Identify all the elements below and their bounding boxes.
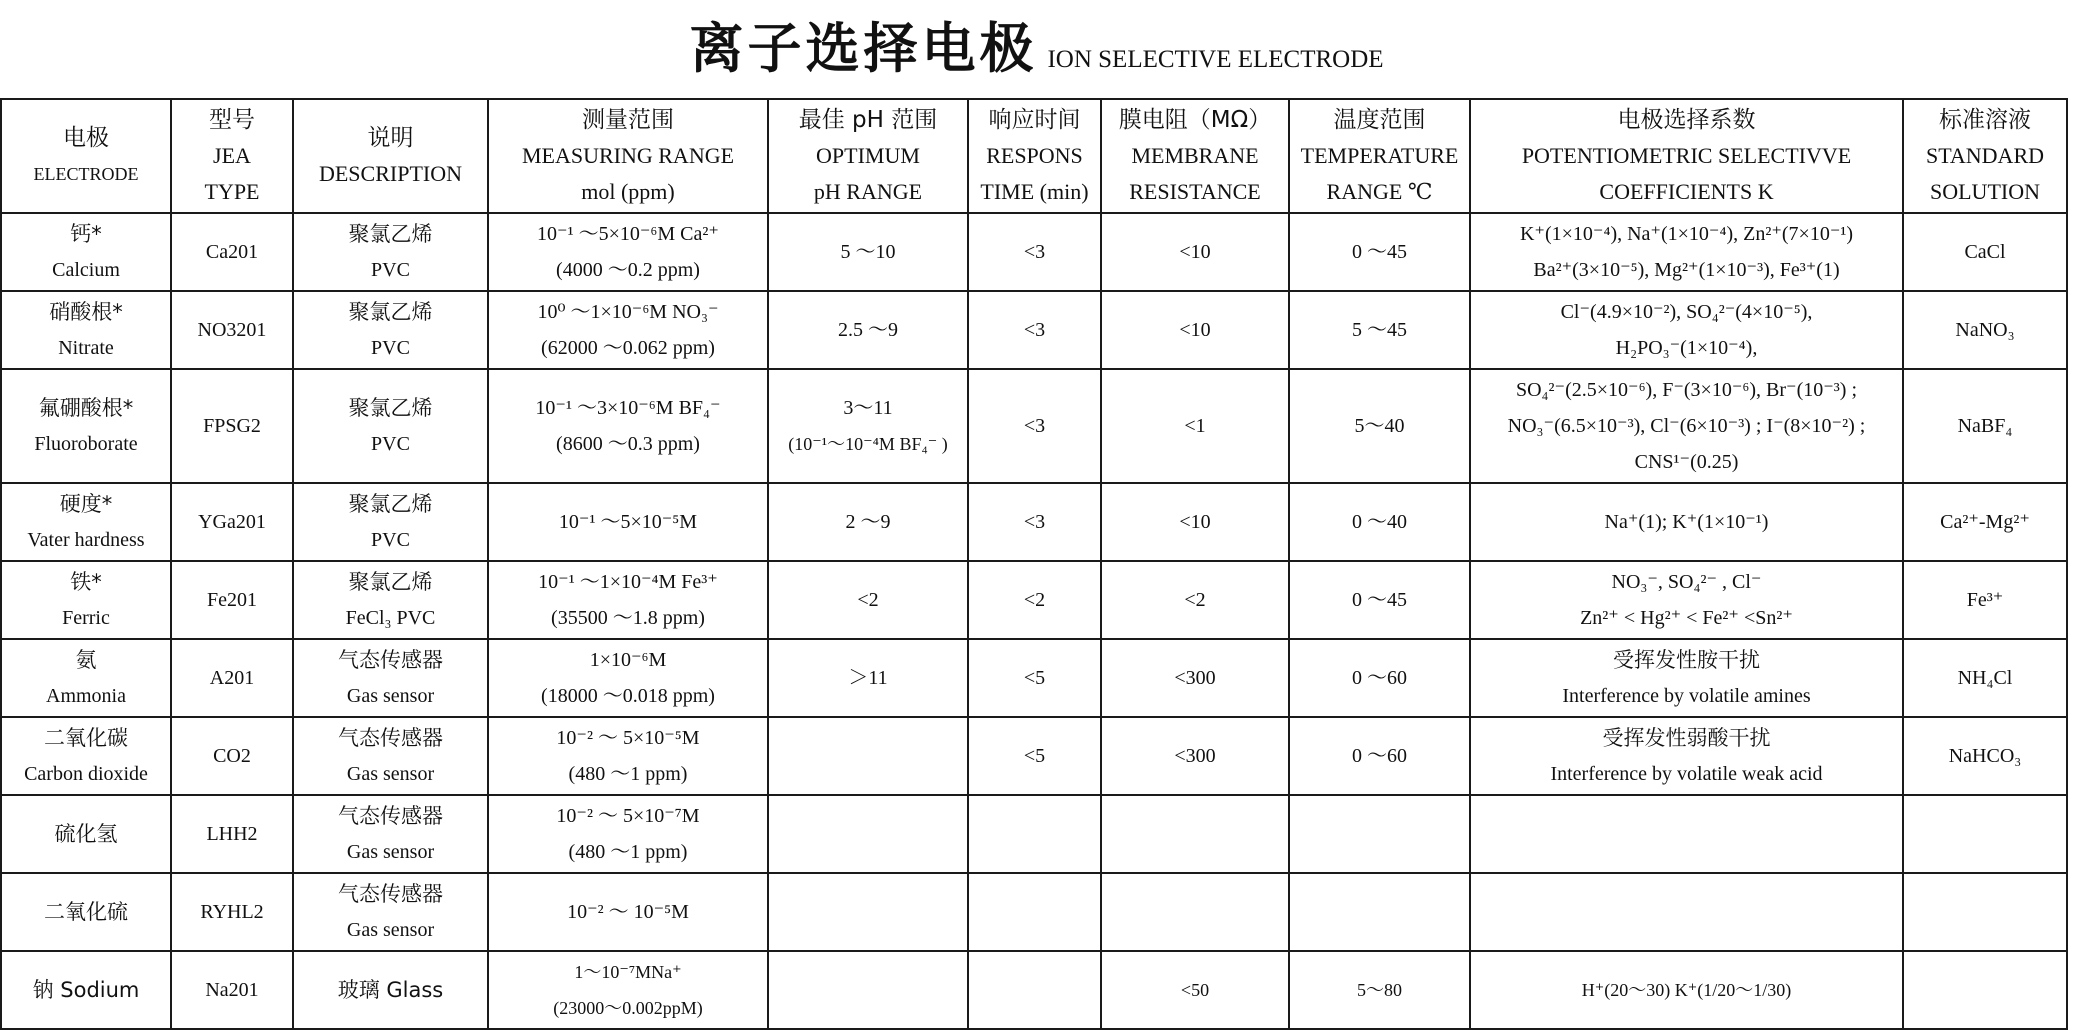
cell-text: Carbon dioxide (24, 763, 148, 785)
header-text: POTENTIOMETRIC SELECTIVVE (1521, 143, 1852, 168)
cell-text: PVC (371, 433, 410, 455)
cell-text: 聚氯乙烯 (348, 222, 433, 246)
cell-text: 硝酸根* (49, 300, 123, 324)
cell-text: FPSG2 (203, 415, 261, 437)
cell-text: 受挥发性弱酸干扰 (1602, 726, 1771, 750)
header-text: 测量范围 (582, 107, 674, 133)
cell-text: 气态传感器 (338, 726, 443, 750)
cell-time (968, 873, 1101, 951)
table-row (1, 873, 2067, 951)
cell-text: 0 ～45 (1352, 241, 1407, 263)
cell-text: Interference by volatile amines (1562, 685, 1811, 707)
cell-type (171, 951, 293, 1029)
title-english: ION SELECTIVE ELECTRODE (1047, 46, 1384, 73)
table-row (1, 795, 2067, 873)
cell-time (968, 213, 1101, 291)
cell-description (293, 213, 488, 291)
cell-text: H⁺(20～30) K⁺(1/20～1/30) (1581, 980, 1792, 1000)
header-text: 说明 (367, 125, 414, 151)
cell-text: (480 ～1 ppm) (568, 763, 688, 785)
table-row (1, 369, 2067, 483)
cell-text: 硬度* (59, 492, 113, 516)
header-standard-solution (1903, 99, 2067, 213)
header-text: MEASURING RANGE (521, 143, 735, 168)
cell-coefficients (1470, 561, 1903, 639)
cell-text: 钠 Sodium (32, 977, 140, 1002)
cell-text: 气态传感器 (338, 804, 443, 828)
cell-text: 2.5 ～9 (838, 319, 898, 341)
cell-text: Fe201 (207, 589, 257, 611)
cell-text: <300 (1174, 745, 1216, 767)
cell-text: 铁* (70, 570, 102, 594)
cell-text: (18000 ～0.018 ppm) (541, 685, 715, 707)
cell-text: <2 (857, 589, 879, 611)
header-text: ELECTRODE (33, 164, 139, 184)
header-ph-range (768, 99, 968, 213)
cell-description (293, 561, 488, 639)
cell-text: <50 (1180, 980, 1210, 1000)
cell-text: <3 (1023, 241, 1046, 263)
cell-text: (23000～0.002ppM) (553, 998, 703, 1018)
cell-range (488, 873, 768, 951)
cell-ph (768, 951, 968, 1029)
cell-text: Gas sensor (346, 763, 435, 785)
header-text: OPTIMUM (816, 143, 920, 168)
cell-text: <3 (1023, 415, 1046, 437)
cell-temperature (1289, 369, 1470, 483)
cell-text: (8600 ～0.3 ppm) (556, 433, 700, 455)
cell-solution (1903, 483, 2067, 561)
cell-text: 1～10⁻⁷MNa⁺ (574, 962, 682, 982)
table-row (1, 213, 2067, 291)
cell-temperature (1289, 639, 1470, 717)
cell-text: 10⁻¹ ～1×10⁻⁴M Fe³⁺ (538, 571, 718, 593)
cell-description (293, 795, 488, 873)
cell-temperature (1289, 795, 1470, 873)
cell-resistance (1101, 873, 1289, 951)
header-text: TEMPERATURE (1300, 143, 1459, 168)
cell-text: <10 (1179, 241, 1211, 263)
cell-time (968, 795, 1101, 873)
cell-solution (1903, 369, 2067, 483)
header-text: mol (ppm) (581, 179, 675, 204)
cell-type (171, 717, 293, 795)
cell-ph (768, 369, 968, 483)
cell-text: 钙* (70, 222, 102, 246)
cell-text: 1×10⁻⁶M (589, 649, 667, 671)
cell-text: 0 ～45 (1352, 589, 1407, 611)
cell-text: 玻璃 Glass (337, 977, 444, 1002)
cell-text: Gas sensor (346, 685, 435, 707)
cell-text: Ammonia (46, 685, 126, 707)
header-electrode (1, 99, 171, 213)
cell-solution (1903, 717, 2067, 795)
cell-text: PVC (371, 529, 410, 551)
cell-text: 10⁻² ～ 5×10⁻⁷M (556, 805, 700, 827)
cell-text: <2 (1184, 589, 1206, 611)
cell-text: (4000 ～0.2 ppm) (556, 259, 700, 281)
header-response-time (968, 99, 1101, 213)
cell-text: 2 ～9 (845, 511, 891, 533)
header-text: 温度范围 (1333, 107, 1426, 133)
cell-text: Nitrate (58, 337, 114, 359)
cell-ph (768, 639, 968, 717)
cell-text: <2 (1023, 589, 1046, 611)
cell-text: RYHL2 (200, 901, 264, 923)
cell-text: 10⁻² ～ 10⁻⁵M (567, 901, 689, 923)
cell-text: H₂PO₃⁻(1×10⁻⁴), (1615, 337, 1758, 359)
cell-solution (1903, 291, 2067, 369)
cell-text: Fe³⁺ (1966, 589, 2004, 611)
cell-text: NO₃⁻(6.5×10⁻³), Cl⁻(6×10⁻³) ; I⁻(8×10⁻²) ; (1507, 415, 1866, 437)
cell-text: 气态传感器 (338, 648, 443, 672)
cell-text: 聚氯乙烯 (348, 570, 433, 594)
header-description (293, 99, 488, 213)
cell-range (488, 369, 768, 483)
cell-ph (768, 291, 968, 369)
cell-electrode (1, 951, 171, 1029)
cell-description (293, 369, 488, 483)
header-membrane-resistance (1101, 99, 1289, 213)
cell-text: NaBF₄ (1957, 415, 2013, 437)
cell-ph (768, 561, 968, 639)
cell-text: <5 (1023, 667, 1046, 689)
cell-text: NO3201 (197, 319, 267, 341)
cell-text: (62000 ～0.062 ppm) (541, 337, 715, 359)
cell-text: <300 (1174, 667, 1216, 689)
cell-text: Vater hardness (27, 529, 145, 551)
cell-coefficients (1470, 873, 1903, 951)
cell-text: 气态传感器 (338, 882, 443, 906)
cell-type (171, 369, 293, 483)
cell-text: Na201 (205, 979, 259, 1001)
cell-text: CaCl (1964, 241, 2006, 263)
cell-time (968, 717, 1101, 795)
cell-coefficients (1470, 291, 1903, 369)
cell-coefficients (1470, 951, 1903, 1029)
cell-type (171, 561, 293, 639)
cell-electrode (1, 213, 171, 291)
header-text: pH RANGE (813, 179, 923, 204)
cell-description (293, 639, 488, 717)
cell-text: 10⁰ ～1×10⁻⁶M NO₃⁻ (537, 301, 719, 323)
cell-text: 聚氯乙烯 (348, 300, 433, 324)
cell-text: <10 (1179, 319, 1211, 341)
cell-resistance (1101, 213, 1289, 291)
cell-type (171, 639, 293, 717)
cell-electrode (1, 369, 171, 483)
cell-resistance (1101, 483, 1289, 561)
cell-electrode (1, 795, 171, 873)
cell-text: CNS¹⁻(0.25) (1634, 451, 1739, 473)
cell-electrode (1, 717, 171, 795)
cell-temperature (1289, 951, 1470, 1029)
header-temperature-range (1289, 99, 1470, 213)
cell-description (293, 291, 488, 369)
cell-resistance (1101, 639, 1289, 717)
cell-electrode (1, 561, 171, 639)
cell-solution (1903, 951, 2067, 1029)
cell-time (968, 483, 1101, 561)
cell-description (293, 951, 488, 1029)
cell-temperature (1289, 873, 1470, 951)
cell-text: 5 ～10 (840, 241, 896, 263)
cell-text: PVC (371, 259, 410, 281)
table-row (1, 951, 2067, 1029)
cell-text: YGa201 (198, 511, 266, 533)
cell-text: SO₄²⁻(2.5×10⁻⁶), F⁻(3×10⁻⁶), Br⁻(10⁻³) ; (1515, 379, 1857, 401)
table-row (1, 561, 2067, 639)
header-text: COEFFICIENTS K (1599, 179, 1774, 204)
cell-temperature (1289, 561, 1470, 639)
cell-text: (35500 ～1.8 ppm) (551, 607, 705, 629)
cell-type (171, 291, 293, 369)
cell-coefficients (1470, 717, 1903, 795)
header-type (171, 99, 293, 213)
cell-time (968, 639, 1101, 717)
cell-time (968, 291, 1101, 369)
cell-range (488, 639, 768, 717)
cell-range (488, 291, 768, 369)
cell-temperature (1289, 213, 1470, 291)
cell-text: 氨 (75, 648, 97, 672)
cell-type (171, 795, 293, 873)
cell-resistance (1101, 795, 1289, 873)
cell-text: 硫化氢 (54, 821, 118, 846)
cell-text: Fluoroborate (34, 433, 138, 455)
cell-electrode (1, 291, 171, 369)
cell-text: (10⁻¹～10⁻⁴M BF₄⁻ ) (788, 434, 948, 454)
cell-text: Calcium (52, 259, 120, 281)
cell-coefficients (1470, 483, 1903, 561)
cell-type (171, 483, 293, 561)
cell-ph (768, 483, 968, 561)
cell-text: Ba²⁺(3×10⁻⁵), Mg²⁺(1×10⁻³), Fe³⁺(1) (1533, 259, 1840, 281)
cell-temperature (1289, 291, 1470, 369)
cell-resistance (1101, 561, 1289, 639)
cell-text: ＞11 (848, 667, 888, 689)
header-text: DESCRIPTION (318, 161, 462, 186)
cell-solution (1903, 213, 2067, 291)
header-text: 标准溶液 (1939, 107, 2031, 133)
cell-electrode (1, 873, 171, 951)
cell-text: 0 ～60 (1352, 667, 1407, 689)
cell-electrode (1, 483, 171, 561)
header-text: MEMBRANE (1131, 143, 1259, 168)
cell-text: <1 (1184, 415, 1206, 437)
cell-range (488, 483, 768, 561)
header-row (1, 99, 2067, 213)
cell-text: Ca²⁺-Mg²⁺ (1940, 511, 2030, 533)
cell-text: (480 ～1 ppm) (568, 841, 688, 863)
header-text: 型号 (209, 107, 255, 133)
header-text: 最佳 pH 范围 (798, 107, 938, 133)
cell-temperature (1289, 483, 1470, 561)
cell-text: 二氧化碳 (44, 726, 128, 750)
table-row (1, 639, 2067, 717)
cell-type (171, 873, 293, 951)
cell-ph (768, 795, 968, 873)
header-text: 电极 (63, 125, 109, 151)
cell-text: 5～40 (1354, 415, 1405, 437)
cell-text: A201 (209, 667, 255, 689)
header-text: RANGE ℃ (1326, 179, 1433, 204)
cell-text: 5～80 (1357, 980, 1402, 1000)
header-text: RESISTANCE (1129, 179, 1261, 204)
title-chinese: 离子选择电极 (689, 16, 1038, 80)
cell-type (171, 213, 293, 291)
cell-text: 聚氯乙烯 (348, 396, 433, 420)
cell-text: Gas sensor (346, 841, 435, 863)
cell-time (968, 951, 1101, 1029)
header-text: STANDARD (1925, 143, 2045, 168)
cell-solution (1903, 561, 2067, 639)
cell-resistance (1101, 369, 1289, 483)
cell-description (293, 873, 488, 951)
cell-text: Ca201 (205, 241, 259, 263)
header-text: JEA (213, 143, 251, 168)
header-text: 响应时间 (988, 107, 1081, 133)
cell-range (488, 795, 768, 873)
cell-ph (768, 213, 968, 291)
cell-description (293, 483, 488, 561)
cell-range (488, 951, 768, 1029)
cell-resistance (1101, 717, 1289, 795)
cell-text: Zn²⁺ < Hg²⁺ < Fe²⁺ <Sn²⁺ (1580, 607, 1793, 629)
cell-coefficients (1470, 639, 1903, 717)
table-row (1, 483, 2067, 561)
cell-text: 3～11 (843, 397, 893, 419)
cell-text: 受挥发性胺干扰 (1613, 648, 1760, 672)
cell-text: 二氧化硫 (44, 899, 128, 924)
cell-text: Ferric (62, 607, 110, 629)
cell-temperature (1289, 717, 1470, 795)
cell-solution (1903, 873, 2067, 951)
cell-text: 5 ～45 (1352, 319, 1407, 341)
cell-text: <3 (1023, 511, 1046, 533)
cell-coefficients (1470, 795, 1903, 873)
cell-range (488, 213, 768, 291)
cell-text: <3 (1023, 319, 1046, 341)
cell-text: 聚氯乙烯 (348, 492, 433, 516)
cell-text: NaHCO₃ (1948, 745, 2022, 767)
cell-text: 10⁻² ～ 5×10⁻⁵M (556, 727, 700, 749)
cell-time (968, 561, 1101, 639)
cell-text: <10 (1179, 511, 1211, 533)
cell-range (488, 561, 768, 639)
cell-text: Cl⁻(4.9×10⁻²), SO₄²⁻(4×10⁻⁵), (1560, 301, 1813, 323)
cell-text: 10⁻¹ ～5×10⁻⁵M (558, 511, 698, 533)
cell-description (293, 717, 488, 795)
cell-text: NaNO₃ (1955, 319, 2015, 341)
cell-text: 0 ～40 (1352, 511, 1407, 533)
header-text: 电极选择系数 (1617, 107, 1756, 133)
cell-range (488, 717, 768, 795)
header-text: 膜电阻（MΩ） (1118, 107, 1272, 133)
cell-resistance (1101, 291, 1289, 369)
cell-text: <5 (1023, 745, 1046, 767)
cell-coefficients (1470, 369, 1903, 483)
cell-text: Gas sensor (346, 919, 435, 941)
cell-text: 氟硼酸根* (38, 396, 134, 420)
cell-electrode (1, 639, 171, 717)
cell-text: PVC (371, 337, 410, 359)
cell-ph (768, 717, 968, 795)
header-selectivity-coefficients (1470, 99, 1903, 213)
cell-coefficients (1470, 213, 1903, 291)
cell-resistance (1101, 951, 1289, 1029)
cell-text: NH₄Cl (1957, 667, 2013, 689)
cell-text: 10⁻¹ ～5×10⁻⁶M Ca²⁺ (537, 223, 719, 245)
cell-text: LHH2 (206, 823, 258, 845)
electrode-table (0, 98, 2068, 1030)
header-text: TYPE (204, 179, 260, 204)
cell-ph (768, 873, 968, 951)
page-title (0, 6, 2073, 83)
table-row (1, 717, 2067, 795)
cell-text: K⁺(1×10⁻⁴), Na⁺(1×10⁻⁴), Zn²⁺(7×10⁻¹) (1519, 223, 1854, 245)
table-row (1, 291, 2067, 369)
cell-text: 0 ～60 (1352, 745, 1407, 767)
cell-text: CO2 (213, 745, 251, 767)
cell-text: FeCl₃ PVC (345, 607, 436, 629)
cell-text: Interference by volatile weak acid (1550, 763, 1823, 785)
cell-text: Na⁺(1); K⁺(1×10⁻¹) (1604, 511, 1769, 533)
header-text: TIME (min) (980, 179, 1089, 204)
header-measuring-range (488, 99, 768, 213)
cell-solution (1903, 795, 2067, 873)
header-text: RESPONS (986, 143, 1083, 168)
cell-time (968, 369, 1101, 483)
header-text: SOLUTION (1930, 179, 2040, 204)
cell-text: NO₃⁻, SO₄²⁻ , Cl⁻ (1611, 571, 1762, 593)
cell-text: 10⁻¹ ～3×10⁻⁶M BF₄⁻ (535, 397, 721, 419)
cell-solution (1903, 639, 2067, 717)
